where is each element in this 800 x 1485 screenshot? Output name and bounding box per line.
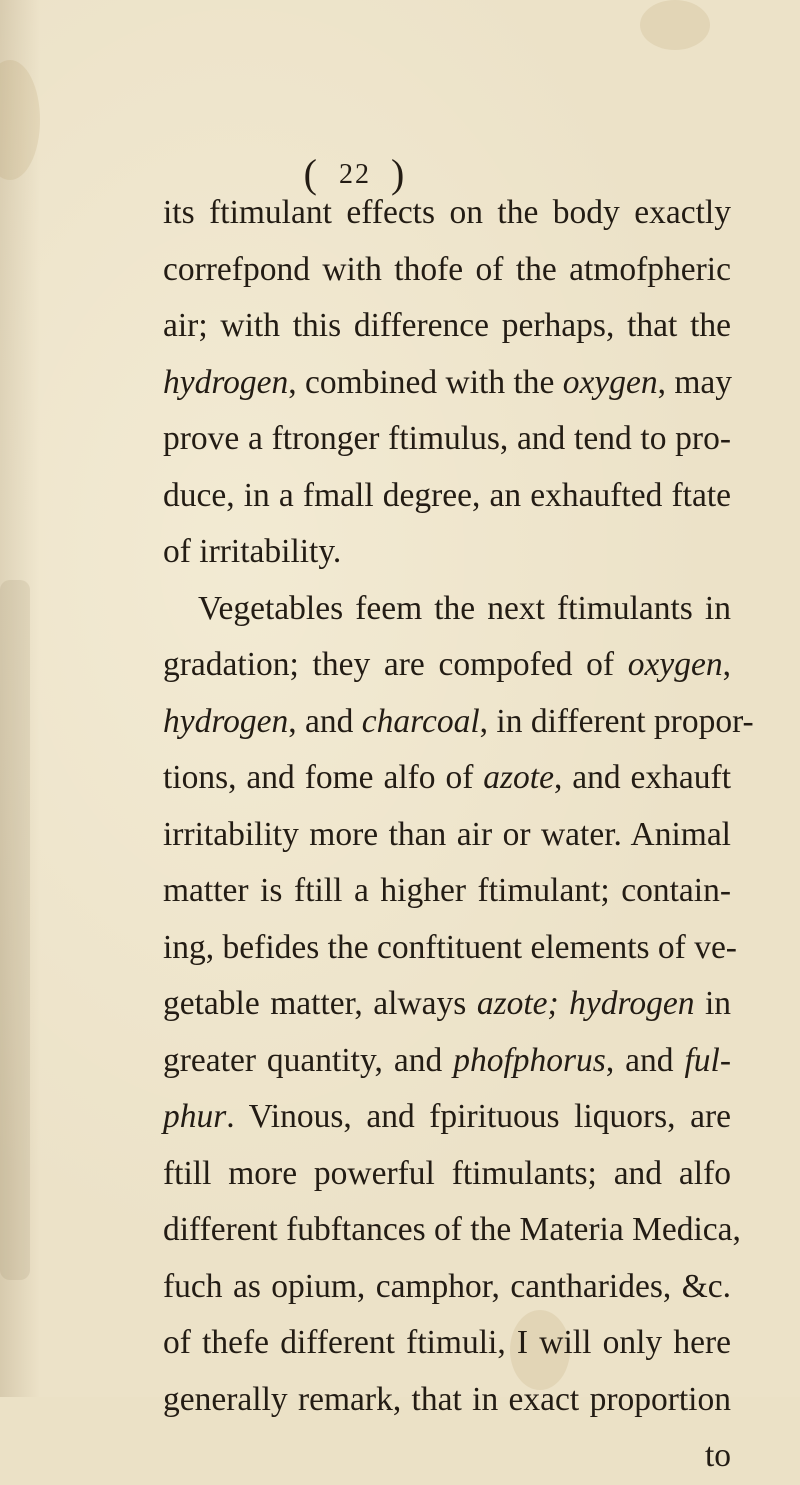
paper-stain [0,580,30,1280]
text-run: correfpond with thofe of the atmofpheric [163,250,731,288]
page-number-close-paren: ) [391,151,407,196]
text-line [163,468,731,525]
text-line [163,185,731,242]
italic-run: oxygen [562,363,658,401]
catchword [163,1428,731,1485]
text-run: ftill more powerful ftimulants; and alfo [163,1154,731,1192]
italic-run: hydrogen [163,702,289,740]
italic-run: ful- [684,1041,731,1079]
body-text [163,185,754,1485]
text-run: air; with this difference perhaps, that the [163,307,731,344]
text-line [163,298,731,355]
text-run: its ftimulant effects on the body exactly [163,194,731,231]
text-run: ing, befides the conftituent elements of ve- [163,928,737,966]
text-run: tions, and fome alfo of [163,759,484,796]
text-run: greater quantity, and [163,1041,454,1079]
text-run: duce, in a fmall degree, an exhaufted ftate [163,476,731,514]
text-run: generally remark, that in exact proportion [163,1380,731,1418]
text-line [163,1202,741,1259]
text-run: different fubftances of the Materia Medica, [163,1211,741,1248]
italic-run: hydrogen [163,363,289,401]
paper-stain [640,0,710,50]
text-line [163,750,731,807]
text-run: , and [605,1041,685,1079]
text-line [163,242,731,299]
text-line [163,1146,731,1203]
italic-run: phur [163,1098,227,1135]
text-line [163,1033,731,1090]
text-line [163,1372,731,1429]
text-line [163,411,731,468]
text-run: of thefe different ftimuli, I will only here [163,1324,731,1361]
text-run: prove a ftronger ftimulus, and tend to pro- [163,420,731,457]
text-run: . Vinous, and fpirituous liquors, are [226,1098,731,1135]
text-run: , combined with the [288,363,563,401]
text-line [163,863,731,920]
page-number-value: 22 [339,159,371,190]
text-line [163,1089,731,1146]
text-line [163,1315,731,1372]
text-run: matter is ftill a higher ftimulant; contain- [163,872,731,909]
text-run: irritability more than air or water. Animal [163,815,731,853]
text-run: in [694,985,731,1022]
text-run: , and [288,702,362,740]
text-line [163,920,737,977]
text-line [163,976,731,1033]
text-line [163,637,731,694]
text-run: gradation; they are compofed of [163,646,628,683]
text-run: fuch as opium, camphor, cantharides, &c. [163,1267,731,1305]
text-line [163,694,754,751]
page-number-open-paren: ( [303,151,319,196]
text-line [163,355,731,412]
text-run: , and exhauft [553,759,731,796]
text-run: , may [657,363,733,401]
text-run: getable matter, always [163,985,477,1022]
italic-run: phofphorus [453,1041,606,1079]
italic-run: azote [483,759,554,796]
text-run: , [722,646,731,683]
text-run: , in different propor- [479,702,754,740]
text-line [163,1259,731,1316]
italic-run: azote; hydrogen [476,985,695,1022]
italic-run: oxygen [627,646,723,683]
italic-run: charcoal [361,702,480,740]
text-run: of irritability. [163,533,342,570]
text-line [163,581,731,638]
text-run: to [704,1437,731,1474]
text-line [163,807,731,864]
text-line [163,524,731,581]
text-run: Vegetables feem the next ftimulants in [198,589,731,627]
